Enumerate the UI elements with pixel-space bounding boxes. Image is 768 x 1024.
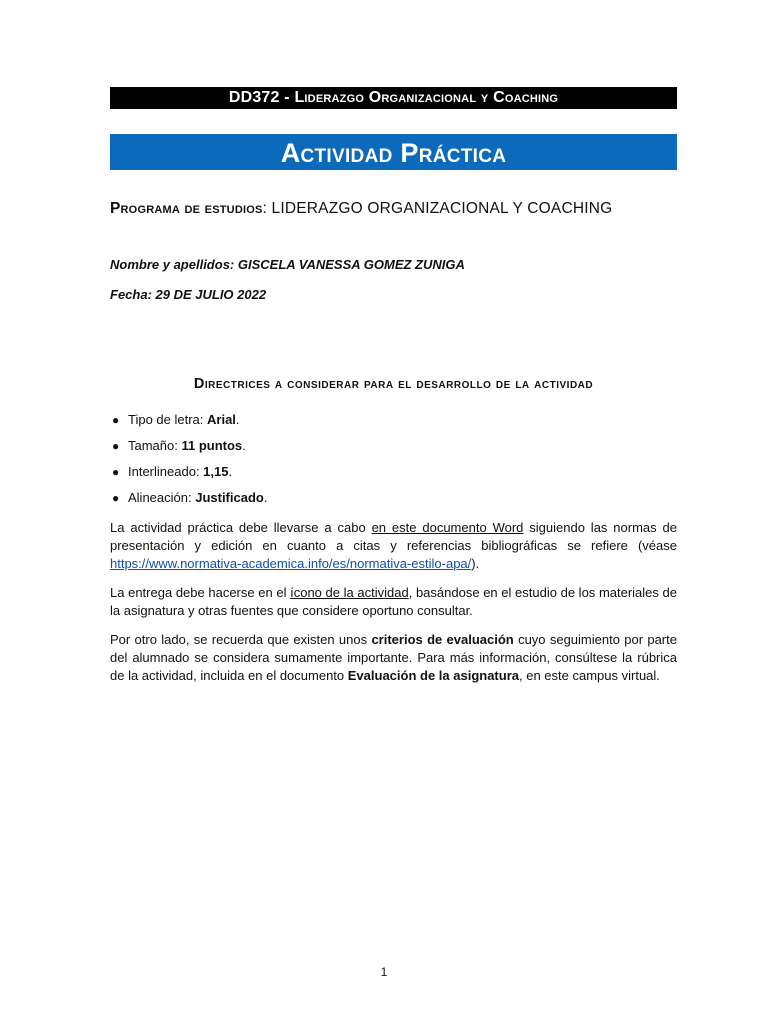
guidelines-list [110,411,670,515]
item-label: Tamaño: [128,438,182,453]
list-item [110,437,670,463]
evaluation-criteria-text: criterios de evaluación [371,632,514,647]
paragraph-text: cuyo seguimiento por parte del alumnado se considera sumamente importante. Para más información, consúltese la rúbrica de la actividad, incluida en el documento [110,632,677,683]
item-end: . [263,490,268,505]
activity-title: Actividad Práctica [280,138,507,168]
item-value: Arial [207,412,236,427]
item-label: Interlineado: [128,464,204,479]
item-end: . [242,438,246,453]
program-label: Programa de estudios [110,200,263,217]
instructions-paragraph [110,519,677,573]
guidelines-heading: Directrices a considerar para el desarrollo de la actividad [193,376,594,392]
item-value: 1,15 [203,464,229,479]
course-title: DD372 - Liderazgo Organizacional y Coaching [228,89,559,106]
activity-title-bar [110,134,677,170]
bullet-icon: ● [112,439,120,453]
program-value: LIDERAZGO ORGANIZACIONAL Y COACHING [271,200,613,217]
page-number: 1 [380,965,388,979]
item-value: 11 puntos [181,438,243,453]
course-header-bar [110,87,677,109]
item-end: . [235,412,240,427]
paragraph-text: , en este campus virtual. [519,668,660,683]
paragraph-text: , basándose en el estudio de los materiales de la asignatura y otras fuentes que considere oportuno consultar. [110,585,677,618]
activity-icon-link[interactable]: ícono de la actividad [290,585,409,600]
item-label: Alineación: [128,490,196,505]
date-line: Fecha: 29 DE JULIO 2022 [110,287,267,302]
paragraph-text: La actividad práctica debe llevarse a cabo [110,520,372,535]
paragraph-text: La entrega debe hacerse en el [110,585,291,600]
apa-norms-link[interactable]: https://www.normativa-academica.info/es/normativa-estilo-apa/ [110,556,472,571]
word-document-link[interactable]: en este documento Word [371,520,524,535]
bullet-icon: ● [112,465,120,479]
student-name-line: Nombre y apellidos: GISCELA VANESSA GOMEZ ZUNIGA [110,257,465,272]
course-evaluation-text: Evaluación de la asignatura [347,668,519,683]
item-label: Tipo de letra: [128,412,208,427]
program-line [110,198,670,219]
item-value: Justificado [195,490,264,505]
bullet-icon: ● [112,413,120,427]
paragraph-text: siguiendo las normas de presentación y edición en cuanto a citas y referencias bibliográficas se refiere (véase [110,520,677,553]
list-item [110,489,670,515]
evaluation-paragraph [110,631,677,685]
list-item [110,463,670,489]
paragraph-text: Por otro lado, se recuerda que existen unos [110,632,372,647]
bullet-icon: ● [112,491,120,505]
list-item [110,411,670,437]
item-end: . [228,464,233,479]
submission-paragraph [110,584,677,620]
paragraph-text: ). [471,556,480,571]
program-separator: : [262,200,272,217]
